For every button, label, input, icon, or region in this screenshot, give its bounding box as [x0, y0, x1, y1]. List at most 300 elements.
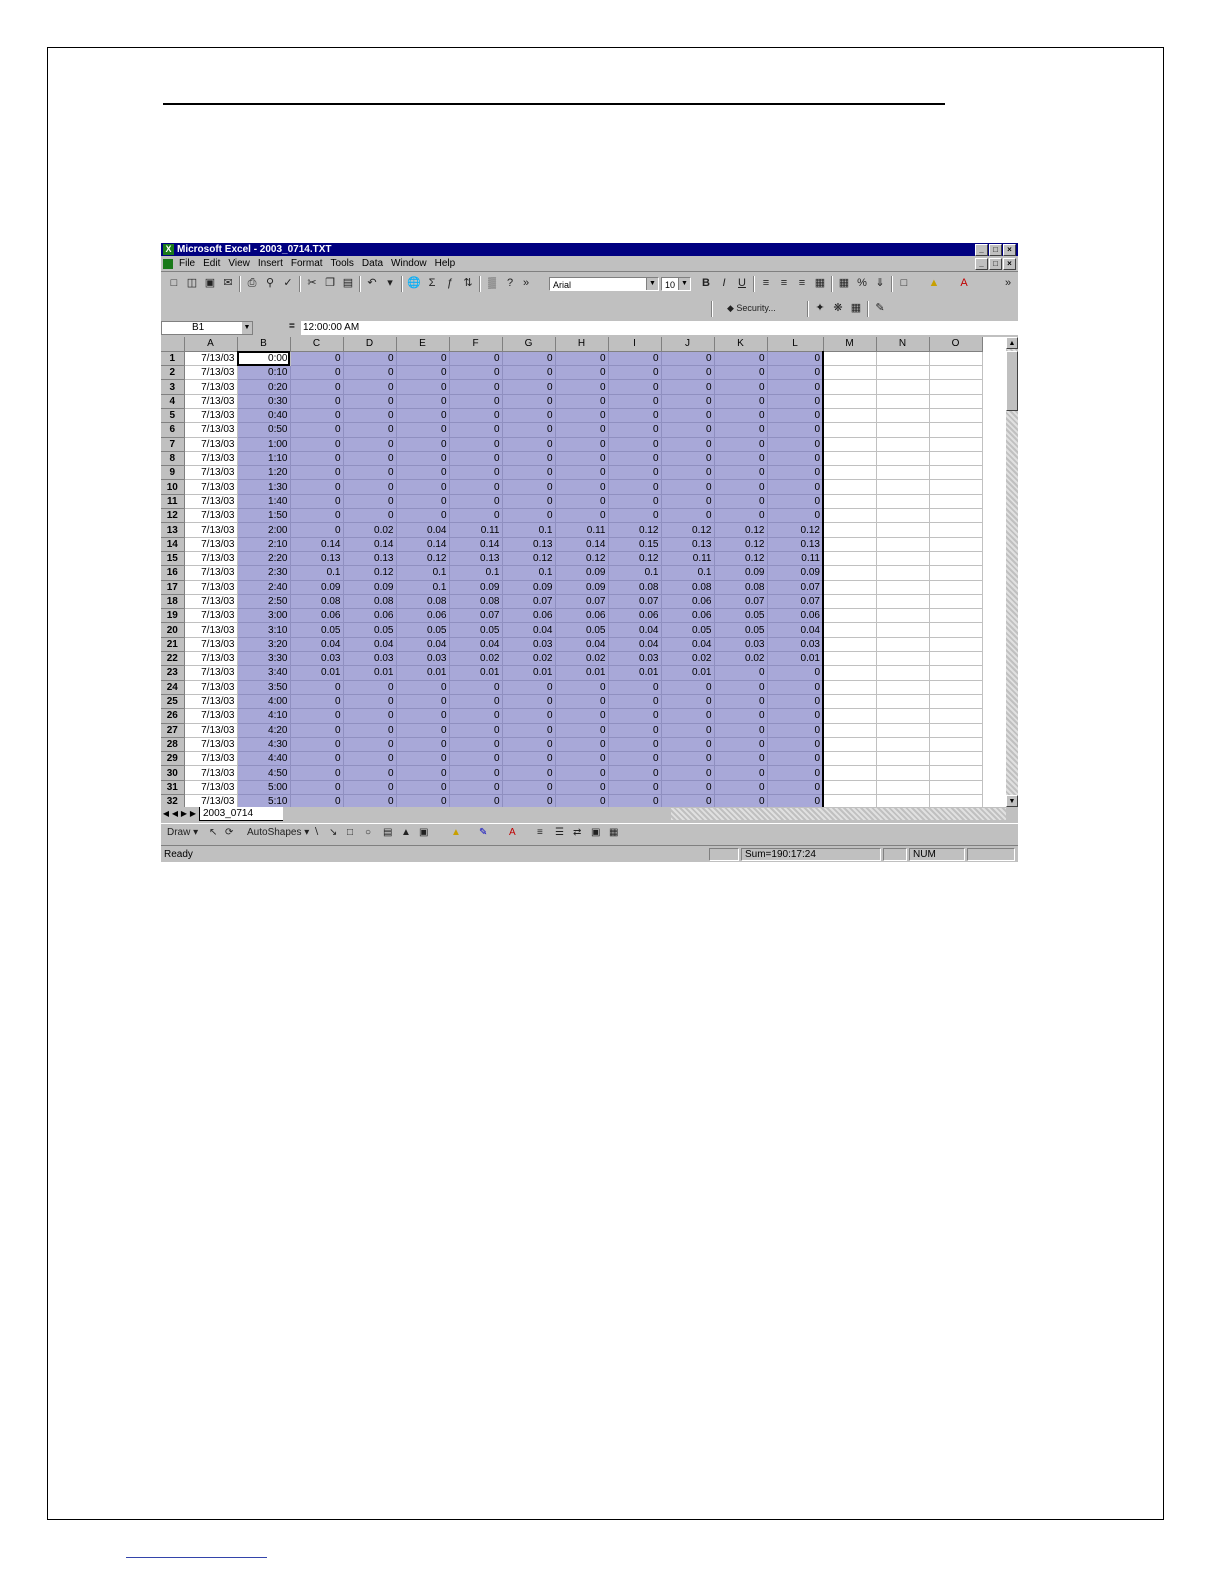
- value-cell[interactable]: 0: [714, 709, 767, 723]
- empty-cell[interactable]: [823, 494, 876, 508]
- scroll-down-icon[interactable]: ▼: [1006, 795, 1018, 807]
- value-cell[interactable]: 0: [290, 351, 343, 365]
- value-cell[interactable]: 0: [608, 437, 661, 451]
- value-cell[interactable]: 0: [608, 766, 661, 780]
- value-cell[interactable]: 0.04: [608, 637, 661, 651]
- date-cell[interactable]: 7/13/03: [184, 423, 237, 437]
- time-cell[interactable]: 3:30: [237, 652, 290, 666]
- date-cell[interactable]: 7/13/03: [184, 408, 237, 422]
- borders-icon[interactable]: □: [900, 277, 908, 289]
- value-cell[interactable]: 0.03: [396, 652, 449, 666]
- row-header[interactable]: 15: [161, 551, 184, 565]
- value-cell[interactable]: 0: [555, 680, 608, 694]
- value-cell[interactable]: 0.03: [608, 652, 661, 666]
- date-cell[interactable]: 7/13/03: [184, 637, 237, 651]
- value-cell[interactable]: 0: [449, 737, 502, 751]
- value-cell[interactable]: 0: [290, 394, 343, 408]
- value-cell[interactable]: 0: [608, 737, 661, 751]
- align-right-icon[interactable]: ≡: [798, 277, 806, 289]
- value-cell[interactable]: 0: [608, 509, 661, 523]
- empty-cell[interactable]: [876, 466, 929, 480]
- column-header[interactable]: L: [767, 337, 823, 351]
- value-cell[interactable]: 0: [661, 480, 714, 494]
- date-cell[interactable]: 7/13/03: [184, 680, 237, 694]
- increase-decimal-icon[interactable]: ⇓: [875, 277, 885, 289]
- value-cell[interactable]: 0: [608, 351, 661, 365]
- time-cell[interactable]: 4:50: [237, 766, 290, 780]
- value-cell[interactable]: 0.01: [449, 666, 502, 680]
- value-cell[interactable]: 0.05: [396, 623, 449, 637]
- value-cell[interactable]: 0.06: [290, 609, 343, 623]
- value-cell[interactable]: 0: [661, 709, 714, 723]
- value-cell[interactable]: 0: [714, 723, 767, 737]
- value-cell[interactable]: 0.01: [608, 666, 661, 680]
- value-cell[interactable]: 0: [714, 351, 767, 365]
- value-cell[interactable]: 0: [396, 509, 449, 523]
- help-icon[interactable]: ?: [506, 277, 514, 289]
- empty-cell[interactable]: [823, 394, 876, 408]
- value-cell[interactable]: 0: [396, 680, 449, 694]
- design-mode-icon[interactable]: ✎: [875, 302, 885, 314]
- time-cell[interactable]: 0:20: [237, 380, 290, 394]
- value-cell[interactable]: 0: [714, 451, 767, 465]
- empty-cell[interactable]: [823, 523, 876, 537]
- font-color-icon[interactable]: A: [960, 277, 968, 289]
- value-cell[interactable]: 0.06: [396, 609, 449, 623]
- value-cell[interactable]: 0.07: [502, 594, 555, 608]
- value-cell[interactable]: 0.04: [449, 637, 502, 651]
- maximize-button[interactable]: □: [989, 244, 1002, 256]
- value-cell[interactable]: 0: [714, 666, 767, 680]
- empty-cell[interactable]: [876, 480, 929, 494]
- sheet-tab[interactable]: 2003_0714: [199, 807, 283, 821]
- close-button[interactable]: ×: [1003, 244, 1016, 256]
- value-cell[interactable]: 0.14: [290, 537, 343, 551]
- date-cell[interactable]: 7/13/03: [184, 451, 237, 465]
- currency-icon[interactable]: ▦: [838, 277, 850, 289]
- date-cell[interactable]: 7/13/03: [184, 623, 237, 637]
- value-cell[interactable]: 0: [714, 494, 767, 508]
- value-cell[interactable]: 0: [714, 766, 767, 780]
- empty-cell[interactable]: [823, 566, 876, 580]
- chevron-down-icon[interactable]: ▼: [646, 278, 658, 290]
- value-cell[interactable]: 0.09: [767, 566, 823, 580]
- row-header[interactable]: 23: [161, 666, 184, 680]
- value-cell[interactable]: 0: [449, 709, 502, 723]
- value-cell[interactable]: 0.02: [555, 652, 608, 666]
- arrow-style-icon[interactable]: ⇄: [573, 827, 582, 838]
- value-cell[interactable]: 0: [343, 394, 396, 408]
- empty-cell[interactable]: [929, 380, 982, 394]
- sort-ascending-icon[interactable]: ⇅: [463, 277, 473, 289]
- value-cell[interactable]: 0: [608, 366, 661, 380]
- value-cell[interactable]: 0: [608, 466, 661, 480]
- empty-cell[interactable]: [823, 451, 876, 465]
- empty-cell[interactable]: [929, 551, 982, 565]
- empty-cell[interactable]: [823, 723, 876, 737]
- value-cell[interactable]: 0: [555, 509, 608, 523]
- value-cell[interactable]: 0: [290, 380, 343, 394]
- scroll-up-icon[interactable]: ▲: [1006, 337, 1018, 349]
- column-header[interactable]: E: [396, 337, 449, 351]
- value-cell[interactable]: 0: [714, 408, 767, 422]
- value-cell[interactable]: 0: [608, 423, 661, 437]
- empty-cell[interactable]: [929, 623, 982, 637]
- value-cell[interactable]: 0.02: [502, 652, 555, 666]
- value-cell[interactable]: 0: [555, 723, 608, 737]
- time-cell[interactable]: 1:50: [237, 509, 290, 523]
- date-cell[interactable]: 7/13/03: [184, 652, 237, 666]
- select-all-corner[interactable]: [161, 337, 184, 351]
- value-cell[interactable]: 0.12: [714, 537, 767, 551]
- value-cell[interactable]: 0: [767, 666, 823, 680]
- empty-cell[interactable]: [823, 752, 876, 766]
- empty-cell[interactable]: [929, 537, 982, 551]
- value-cell[interactable]: 0: [555, 366, 608, 380]
- value-cell[interactable]: 0.08: [396, 594, 449, 608]
- value-cell[interactable]: 0: [343, 680, 396, 694]
- value-cell[interactable]: 0: [502, 780, 555, 794]
- value-cell[interactable]: 0: [608, 780, 661, 794]
- empty-cell[interactable]: [929, 566, 982, 580]
- date-cell[interactable]: 7/13/03: [184, 380, 237, 394]
- empty-cell[interactable]: [929, 609, 982, 623]
- value-cell[interactable]: 0: [343, 737, 396, 751]
- empty-cell[interactable]: [823, 594, 876, 608]
- line-style-icon[interactable]: ≡: [537, 827, 543, 838]
- date-cell[interactable]: 7/13/03: [184, 494, 237, 508]
- time-cell[interactable]: 3:10: [237, 623, 290, 637]
- value-cell[interactable]: 0.04: [767, 623, 823, 637]
- date-cell[interactable]: 7/13/03: [184, 780, 237, 794]
- value-cell[interactable]: 0: [714, 394, 767, 408]
- value-cell[interactable]: 0: [396, 766, 449, 780]
- tool-icon[interactable]: ✦: [815, 302, 825, 314]
- value-cell[interactable]: 0.06: [661, 609, 714, 623]
- value-cell[interactable]: 0: [714, 795, 767, 808]
- empty-cell[interactable]: [876, 594, 929, 608]
- value-cell[interactable]: 0: [449, 795, 502, 808]
- clipart-icon[interactable]: ▣: [419, 827, 429, 838]
- value-cell[interactable]: 0.12: [714, 523, 767, 537]
- bold-button[interactable]: B: [702, 277, 710, 289]
- value-cell[interactable]: 0: [502, 351, 555, 365]
- value-cell[interactable]: 0: [661, 366, 714, 380]
- time-cell[interactable]: 2:50: [237, 594, 290, 608]
- value-cell[interactable]: 0: [555, 494, 608, 508]
- value-cell[interactable]: 0: [502, 509, 555, 523]
- value-cell[interactable]: 0: [502, 737, 555, 751]
- value-cell[interactable]: 0.01: [661, 666, 714, 680]
- empty-cell[interactable]: [929, 780, 982, 794]
- value-cell[interactable]: 0.12: [555, 551, 608, 565]
- date-cell[interactable]: 7/13/03: [184, 594, 237, 608]
- value-cell[interactable]: 0.09: [555, 566, 608, 580]
- underline-button[interactable]: U: [738, 277, 746, 289]
- value-cell[interactable]: 0: [396, 466, 449, 480]
- column-header[interactable]: N: [876, 337, 929, 351]
- fill-color-icon[interactable]: ▲: [928, 277, 940, 289]
- date-cell[interactable]: 7/13/03: [184, 466, 237, 480]
- empty-cell[interactable]: [823, 637, 876, 651]
- empty-cell[interactable]: [876, 551, 929, 565]
- name-box[interactable]: [161, 321, 253, 335]
- value-cell[interactable]: 0: [767, 380, 823, 394]
- empty-cell[interactable]: [929, 766, 982, 780]
- save-icon[interactable]: ▣: [204, 277, 216, 289]
- value-cell[interactable]: 0: [502, 466, 555, 480]
- doc-restore-button[interactable]: □: [989, 258, 1002, 270]
- empty-cell[interactable]: [823, 780, 876, 794]
- draw-menu-button[interactable]: Draw ▾: [167, 827, 199, 838]
- row-header[interactable]: 4: [161, 394, 184, 408]
- column-header[interactable]: A: [184, 337, 237, 351]
- value-cell[interactable]: 0: [714, 752, 767, 766]
- value-cell[interactable]: 0: [608, 694, 661, 708]
- undo-dropdown-icon[interactable]: ▾: [387, 277, 393, 289]
- value-cell[interactable]: 0: [290, 723, 343, 737]
- date-cell[interactable]: 7/13/03: [184, 437, 237, 451]
- value-cell[interactable]: 0: [290, 523, 343, 537]
- empty-cell[interactable]: [823, 380, 876, 394]
- value-cell[interactable]: 0: [608, 752, 661, 766]
- spelling-icon[interactable]: ✓: [283, 277, 293, 289]
- date-cell[interactable]: 7/13/03: [184, 737, 237, 751]
- value-cell[interactable]: 0: [555, 766, 608, 780]
- scroll-thumb[interactable]: [1006, 351, 1018, 411]
- empty-cell[interactable]: [823, 351, 876, 365]
- value-cell[interactable]: 0: [502, 394, 555, 408]
- empty-cell[interactable]: [876, 494, 929, 508]
- doc-minimize-button[interactable]: _: [975, 258, 988, 270]
- value-cell[interactable]: 0.06: [343, 609, 396, 623]
- column-header[interactable]: G: [502, 337, 555, 351]
- empty-cell[interactable]: [876, 366, 929, 380]
- value-cell[interactable]: 0: [396, 494, 449, 508]
- menu-view[interactable]: View: [228, 258, 250, 269]
- value-cell[interactable]: 0.09: [502, 580, 555, 594]
- value-cell[interactable]: 0: [767, 494, 823, 508]
- value-cell[interactable]: 0: [396, 737, 449, 751]
- column-header[interactable]: B: [237, 337, 290, 351]
- first-sheet-icon[interactable]: ◀: [162, 809, 170, 818]
- value-cell[interactable]: 0: [502, 480, 555, 494]
- value-cell[interactable]: 0.1: [502, 523, 555, 537]
- value-cell[interactable]: 0: [661, 466, 714, 480]
- value-cell[interactable]: 0: [608, 795, 661, 808]
- value-cell[interactable]: 0: [396, 752, 449, 766]
- date-cell[interactable]: 7/13/03: [184, 523, 237, 537]
- value-cell[interactable]: 0: [661, 380, 714, 394]
- value-cell[interactable]: 0.04: [290, 637, 343, 651]
- empty-cell[interactable]: [929, 723, 982, 737]
- value-cell[interactable]: 0: [555, 795, 608, 808]
- time-cell[interactable]: 0:30: [237, 394, 290, 408]
- empty-cell[interactable]: [823, 423, 876, 437]
- value-cell[interactable]: 0: [555, 351, 608, 365]
- value-cell[interactable]: 0: [396, 394, 449, 408]
- date-cell[interactable]: 7/13/03: [184, 709, 237, 723]
- empty-cell[interactable]: [876, 609, 929, 623]
- control-toolbox-icon[interactable]: ▦: [850, 302, 862, 314]
- value-cell[interactable]: 0: [449, 780, 502, 794]
- empty-cell[interactable]: [823, 437, 876, 451]
- arrow-icon[interactable]: ↘: [329, 827, 338, 838]
- empty-cell[interactable]: [929, 709, 982, 723]
- font-size-dropdown[interactable]: [661, 277, 691, 291]
- value-cell[interactable]: 0: [767, 423, 823, 437]
- value-cell[interactable]: 0: [290, 795, 343, 808]
- empty-cell[interactable]: [823, 652, 876, 666]
- value-cell[interactable]: 0.14: [555, 537, 608, 551]
- row-header[interactable]: 26: [161, 709, 184, 723]
- time-cell[interactable]: 0:40: [237, 408, 290, 422]
- empty-cell[interactable]: [876, 709, 929, 723]
- email-icon[interactable]: ✉: [223, 277, 233, 289]
- value-cell[interactable]: 0.05: [343, 623, 396, 637]
- value-cell[interactable]: 0.06: [608, 609, 661, 623]
- empty-cell[interactable]: [876, 451, 929, 465]
- row-header[interactable]: 27: [161, 723, 184, 737]
- row-header[interactable]: 19: [161, 609, 184, 623]
- value-cell[interactable]: 0: [290, 437, 343, 451]
- value-cell[interactable]: 0: [502, 380, 555, 394]
- value-cell[interactable]: 0: [290, 509, 343, 523]
- value-cell[interactable]: 0: [661, 408, 714, 422]
- workbook-icon[interactable]: [163, 259, 173, 269]
- value-cell[interactable]: 0: [767, 466, 823, 480]
- value-cell[interactable]: 0: [767, 780, 823, 794]
- row-header[interactable]: 22: [161, 652, 184, 666]
- value-cell[interactable]: 0.01: [502, 666, 555, 680]
- row-header[interactable]: 12: [161, 509, 184, 523]
- value-cell[interactable]: 0.09: [290, 580, 343, 594]
- value-cell[interactable]: 0: [396, 380, 449, 394]
- empty-cell[interactable]: [929, 694, 982, 708]
- prev-sheet-icon[interactable]: ◀: [171, 809, 179, 818]
- empty-cell[interactable]: [876, 766, 929, 780]
- value-cell[interactable]: 0: [343, 380, 396, 394]
- empty-cell[interactable]: [929, 466, 982, 480]
- value-cell[interactable]: 0: [449, 752, 502, 766]
- empty-cell[interactable]: [823, 480, 876, 494]
- empty-cell[interactable]: [823, 580, 876, 594]
- value-cell[interactable]: 0.01: [555, 666, 608, 680]
- value-cell[interactable]: 0.06: [502, 609, 555, 623]
- value-cell[interactable]: 0.1: [502, 566, 555, 580]
- value-cell[interactable]: 0: [608, 680, 661, 694]
- empty-cell[interactable]: [876, 752, 929, 766]
- value-cell[interactable]: 0.08: [343, 594, 396, 608]
- value-cell[interactable]: 0: [661, 423, 714, 437]
- value-cell[interactable]: 0: [767, 723, 823, 737]
- value-cell[interactable]: 0: [290, 694, 343, 708]
- empty-cell[interactable]: [876, 637, 929, 651]
- time-cell[interactable]: 1:40: [237, 494, 290, 508]
- value-cell[interactable]: 0: [449, 494, 502, 508]
- value-cell[interactable]: 0.02: [661, 652, 714, 666]
- date-cell[interactable]: 7/13/03: [184, 795, 237, 808]
- value-cell[interactable]: 0.05: [449, 623, 502, 637]
- empty-cell[interactable]: [823, 666, 876, 680]
- value-cell[interactable]: 0.06: [661, 594, 714, 608]
- toolbar-overflow-icon-2[interactable]: »: [1004, 277, 1012, 289]
- value-cell[interactable]: 0: [343, 408, 396, 422]
- print-icon[interactable]: ⎙: [247, 277, 257, 289]
- time-cell[interactable]: 4:10: [237, 709, 290, 723]
- date-cell[interactable]: 7/13/03: [184, 609, 237, 623]
- merge-center-icon[interactable]: ▦: [814, 277, 826, 289]
- value-cell[interactable]: 0: [343, 723, 396, 737]
- empty-cell[interactable]: [823, 509, 876, 523]
- time-cell[interactable]: 1:00: [237, 437, 290, 451]
- value-cell[interactable]: 0: [290, 494, 343, 508]
- value-cell[interactable]: 0: [449, 723, 502, 737]
- value-cell[interactable]: 0: [767, 709, 823, 723]
- value-cell[interactable]: 0: [767, 509, 823, 523]
- empty-cell[interactable]: [929, 580, 982, 594]
- row-header[interactable]: 24: [161, 680, 184, 694]
- value-cell[interactable]: 0.13: [290, 551, 343, 565]
- row-header[interactable]: 20: [161, 623, 184, 637]
- row-header[interactable]: 8: [161, 451, 184, 465]
- empty-cell[interactable]: [823, 795, 876, 808]
- cut-icon[interactable]: ✂: [307, 277, 317, 289]
- row-header[interactable]: 14: [161, 537, 184, 551]
- column-header[interactable]: D: [343, 337, 396, 351]
- value-cell[interactable]: 0.05: [290, 623, 343, 637]
- value-cell[interactable]: 0: [396, 451, 449, 465]
- value-cell[interactable]: 0: [661, 694, 714, 708]
- empty-cell[interactable]: [876, 623, 929, 637]
- value-cell[interactable]: 0.08: [714, 580, 767, 594]
- row-header[interactable]: 25: [161, 694, 184, 708]
- date-cell[interactable]: 7/13/03: [184, 394, 237, 408]
- empty-cell[interactable]: [929, 437, 982, 451]
- empty-cell[interactable]: [823, 709, 876, 723]
- value-cell[interactable]: 0: [661, 451, 714, 465]
- value-cell[interactable]: 0: [555, 451, 608, 465]
- empty-cell[interactable]: [876, 380, 929, 394]
- date-cell[interactable]: 7/13/03: [184, 766, 237, 780]
- date-cell[interactable]: 7/13/03: [184, 537, 237, 551]
- chevron-down-icon[interactable]: ▼: [242, 322, 252, 334]
- value-cell[interactable]: 0: [661, 723, 714, 737]
- value-cell[interactable]: 0.07: [555, 594, 608, 608]
- value-cell[interactable]: 0: [290, 366, 343, 380]
- value-cell[interactable]: 0.1: [449, 566, 502, 580]
- empty-cell[interactable]: [876, 780, 929, 794]
- value-cell[interactable]: 0: [502, 709, 555, 723]
- value-cell[interactable]: 0.05: [661, 623, 714, 637]
- value-cell[interactable]: 0.12: [608, 551, 661, 565]
- value-cell[interactable]: 0.07: [767, 594, 823, 608]
- empty-cell[interactable]: [876, 694, 929, 708]
- date-cell[interactable]: 7/13/03: [184, 509, 237, 523]
- date-cell[interactable]: 7/13/03: [184, 694, 237, 708]
- value-cell[interactable]: 0: [449, 394, 502, 408]
- value-cell[interactable]: 0: [714, 480, 767, 494]
- value-cell[interactable]: 0: [661, 752, 714, 766]
- value-cell[interactable]: 0: [396, 351, 449, 365]
- next-sheet-icon[interactable]: ▶: [180, 809, 188, 818]
- value-cell[interactable]: 0.13: [661, 537, 714, 551]
- value-cell[interactable]: 0: [661, 351, 714, 365]
- value-cell[interactable]: 0: [502, 494, 555, 508]
- empty-cell[interactable]: [929, 480, 982, 494]
- column-header[interactable]: C: [290, 337, 343, 351]
- value-cell[interactable]: 0.12: [343, 566, 396, 580]
